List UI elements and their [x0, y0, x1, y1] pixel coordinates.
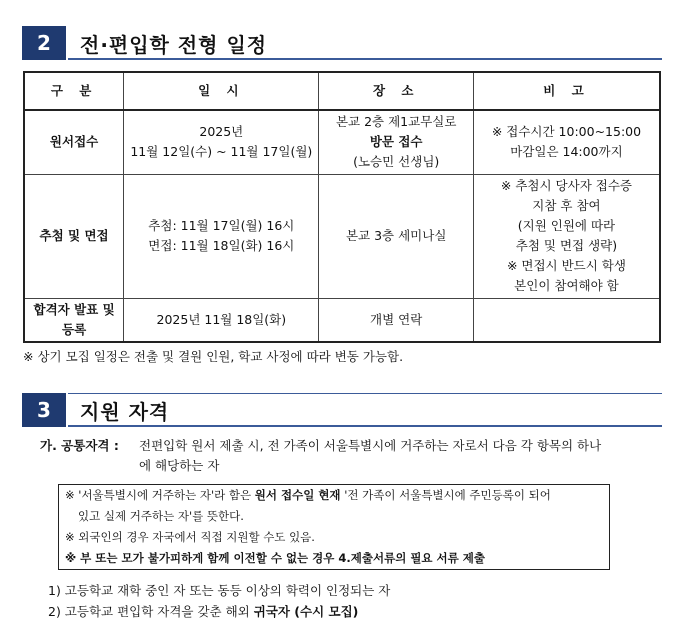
list-item: 2) 고등학교 편입학 자격을 갖춘 해외 귀국자 (수시 모집)	[48, 604, 359, 619]
section-title: 지원 자격	[80, 400, 170, 424]
row-datetime: 추첨: 11월 17일(월) 16시 면접: 11월 18일(화) 16시	[124, 174, 319, 298]
row-place: 본교 3층 세미나실	[319, 174, 473, 298]
section-number: 3	[22, 393, 66, 427]
notice-line: ※ 외국인의 경우 자국에서 직접 지원할 수도 있음.	[65, 530, 315, 544]
qualification-label: 가. 공통자격 :	[40, 438, 119, 453]
section-underline	[68, 58, 662, 60]
header-category: 구 분	[24, 72, 124, 110]
notice-line-emphasis: ※ 부 또는 모가 불가피하게 함께 이전할 수 없는 경우 4.제출서류의 필요 서류 제출	[65, 551, 485, 565]
section-2-heading	[22, 26, 662, 60]
row-category: 원서접수	[24, 110, 124, 174]
row-place: 개별 연락	[319, 298, 473, 342]
section-3-heading	[22, 393, 662, 427]
notice-box	[58, 484, 610, 570]
header-remark: 비 고	[473, 72, 660, 110]
header-datetime: 일 시	[124, 72, 319, 110]
table-row	[24, 298, 660, 342]
list-item: 1) 고등학교 재학 중인 자 또는 동등 이상의 학력이 인정되는 자	[48, 583, 391, 598]
schedule-note: ※ 상기 모집 일정은 전출 및 결원 인원, 학교 사정에 따라 변동 가능함.	[23, 349, 404, 364]
header-place: 장 소	[319, 72, 473, 110]
section-overline	[68, 393, 662, 394]
notice-line: ※ '서울특별시에 거주하는 자'라 함은 원서 접수일 현재 '전 가족이 서울특별시에 주민등록이 되어	[65, 488, 551, 502]
qualification-items	[48, 580, 390, 622]
row-remark	[473, 298, 660, 342]
row-category: 합격자 발표 및 등록	[24, 298, 124, 342]
qualification-text: 전편입학 원서 제출 시, 전 가족이 서울특별시에 거주하는 자로서 다음 각 항목의 하나 에 해당하는 자	[139, 438, 602, 473]
row-datetime: 2025년 11월 18일(화)	[124, 298, 319, 342]
table-header-row	[24, 72, 660, 110]
row-datetime: 2025년 11월 12일(수) ~ 11월 17일(월)	[124, 110, 319, 174]
section-title: 전·편입학 전형 일정	[80, 33, 268, 57]
table-row	[24, 174, 660, 298]
table-row	[24, 110, 660, 174]
row-remark: ※ 접수시간 10:00~15:00 마감일은 14:00까지	[473, 110, 660, 174]
row-place: 본교 2층 제1교무실로 방문 접수 (노승민 선생님)	[319, 110, 473, 174]
notice-line: 있고 실제 거주하는 자'를 뜻한다.	[78, 509, 244, 523]
section-number: 2	[22, 26, 66, 60]
schedule-table	[23, 71, 661, 343]
row-category: 추첨 및 면접	[24, 174, 124, 298]
section-underline	[68, 425, 662, 427]
row-remark: ※ 추첨시 당사자 접수증 지참 후 참여 (지원 인원에 따라 추첨 및 면접 생략) ※ 면접시 반드시 학생 본인이 참여해야 함	[473, 174, 660, 298]
